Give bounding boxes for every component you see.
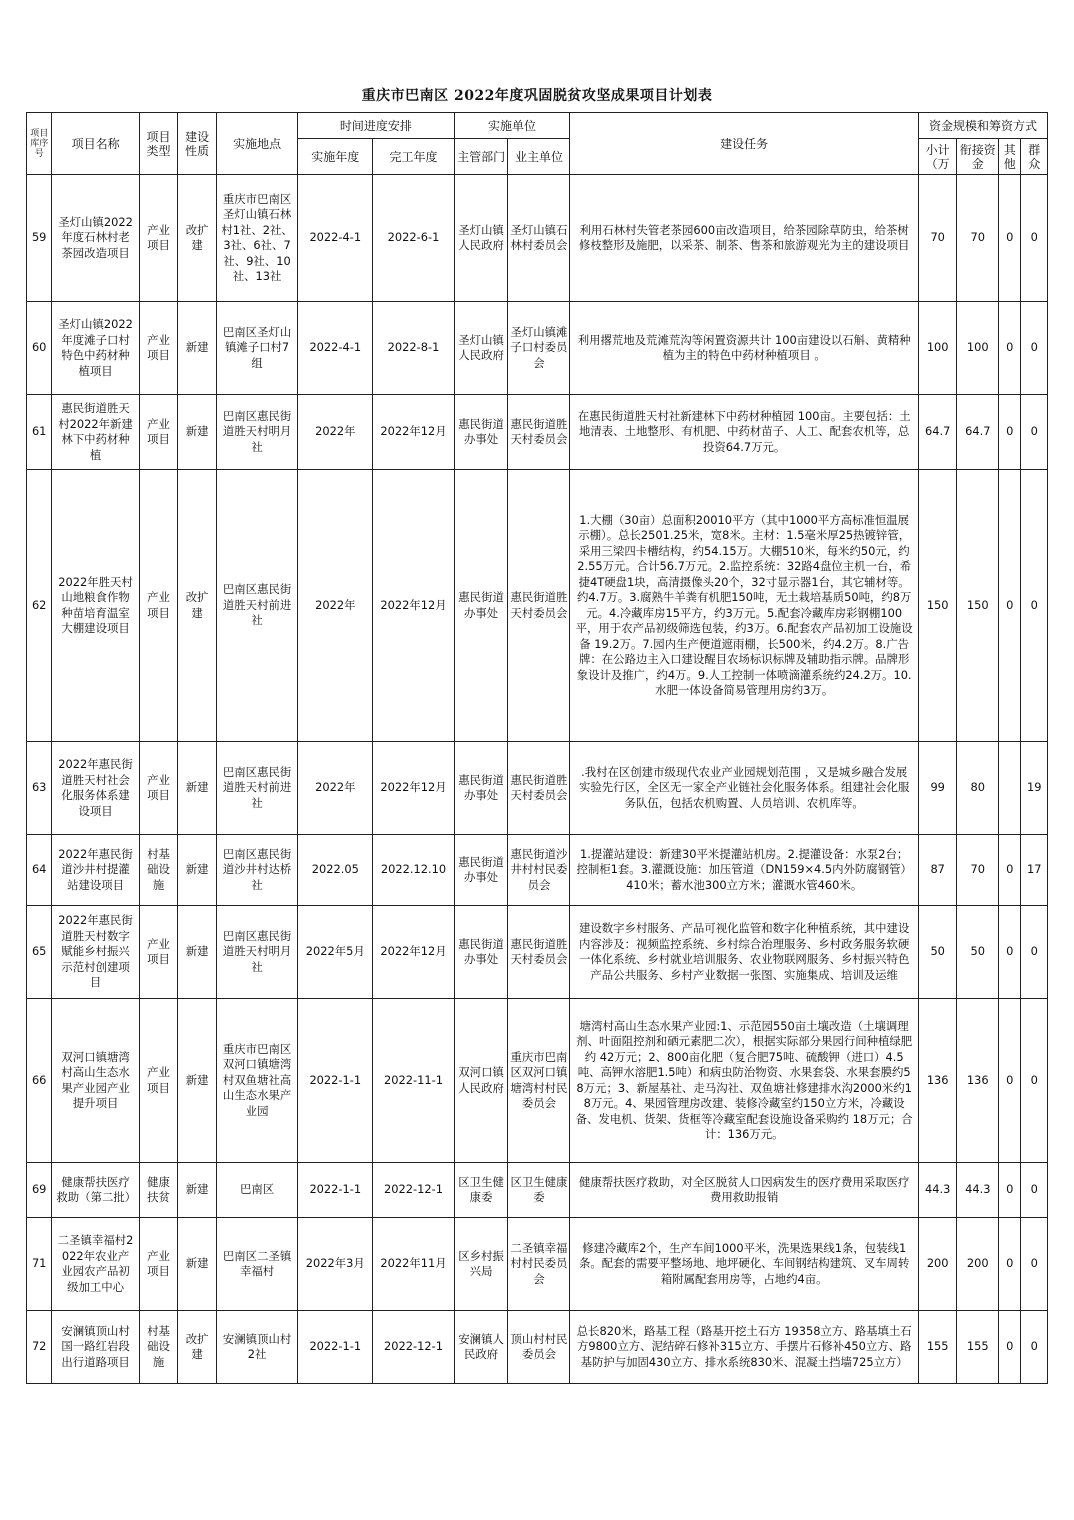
row-other: 0 <box>999 1218 1021 1311</box>
row-nature: 新建 <box>178 395 217 470</box>
row-mass: 17 <box>1021 835 1048 906</box>
row-other: 0 <box>999 835 1021 906</box>
row-name: 惠民街道胜天村2022年新建林下中药材种植 <box>52 395 139 470</box>
row-seq: 66 <box>27 999 52 1163</box>
row-start: 2022-4-1 <box>298 302 373 395</box>
row-end: 2022年12月 <box>373 395 454 470</box>
row-linked: 44.3 <box>957 1163 999 1218</box>
row-nature: 新建 <box>178 302 217 395</box>
row-other: 0 <box>999 906 1021 999</box>
row-start: 2022年3月 <box>298 1218 373 1311</box>
row-seq: 71 <box>27 1218 52 1311</box>
header-end: 完工年度 <box>373 139 454 175</box>
header-name: 项目名称 <box>52 113 139 175</box>
row-start: 2022年 <box>298 395 373 470</box>
row-nature: 改扩建 <box>178 175 217 302</box>
row-seq: 63 <box>27 742 52 835</box>
row-dept: 圣灯山镇人民政府 <box>454 175 508 302</box>
row-subtotal: 87 <box>918 835 957 906</box>
row-owner: 惠民街道胜天村委员会 <box>508 470 570 742</box>
row-dept: 区卫生健康委 <box>454 1163 508 1218</box>
row-task: 1.提灌站建设：新建30平米提灌站机房。2.提灌设备：水泵2台；控制柜1套。3.灌溉设施：加压管道（DN159×4.5内外防腐钢管）410米；蓄水池300立方米；灌溉水管460米。 <box>570 835 918 906</box>
row-owner: 惠民街道胜天村委员会 <box>508 742 570 835</box>
row-mass: 0 <box>1021 1311 1048 1384</box>
row-seq: 72 <box>27 1311 52 1384</box>
row-type: 产业项目 <box>139 742 178 835</box>
row-nature: 新建 <box>178 999 217 1163</box>
row-location: 巴南区 <box>216 1163 297 1218</box>
row-linked: 70 <box>957 835 999 906</box>
row-linked: 200 <box>957 1218 999 1311</box>
row-subtotal: 70 <box>918 175 957 302</box>
row-owner: 惠民街道胜天村委员会 <box>508 906 570 999</box>
row-linked: 80 <box>957 742 999 835</box>
row-seq: 59 <box>27 175 52 302</box>
row-end: 2022-12-1 <box>373 1163 454 1218</box>
row-owner: 惠民街道沙井村村民委员会 <box>508 835 570 906</box>
row-subtotal: 100 <box>918 302 957 395</box>
header-type: 项目类型 <box>139 113 178 175</box>
row-start: 2022-4-1 <box>298 175 373 302</box>
row-dept: 区乡村振兴局 <box>454 1218 508 1311</box>
row-owner: 圣灯山镇滩子口村委员会 <box>508 302 570 395</box>
row-other: 0 <box>999 302 1021 395</box>
row-linked: 50 <box>957 906 999 999</box>
table-row <box>27 999 1048 1163</box>
header-linked: 衔接资金 <box>957 139 999 175</box>
row-linked: 70 <box>957 175 999 302</box>
row-nature: 新建 <box>178 742 217 835</box>
row-task: 总长820米，路基工程（路基开挖土石方 19358立方、路基填土石方9800立方、泥结碎石修补315立方、手摆片石修补450立方、路基防护与加固430立方、排水系统830米、混凝土挡墙725立方） <box>570 1311 918 1384</box>
row-type: 产业项目 <box>139 470 178 742</box>
row-location: 巴南区惠民街道胜天村明月社 <box>216 906 297 999</box>
row-name: 2022年胜天村山地粮食作物种苗培育温室大棚建设项目 <box>52 470 139 742</box>
table-row <box>27 1218 1048 1311</box>
row-location: 巴南区二圣镇幸福村 <box>216 1218 297 1311</box>
row-other: 0 <box>999 470 1021 742</box>
row-other: 0 <box>999 395 1021 470</box>
table-row <box>27 835 1048 906</box>
row-mass: 0 <box>1021 1163 1048 1218</box>
row-nature: 新建 <box>178 1218 217 1311</box>
row-end: 2022年11月 <box>373 1218 454 1311</box>
row-mass: 0 <box>1021 175 1048 302</box>
row-nature: 新建 <box>178 835 217 906</box>
row-dept: 惠民街道办事处 <box>454 470 508 742</box>
row-other <box>999 742 1021 835</box>
row-type: 产业项目 <box>139 999 178 1163</box>
row-start: 2022.05 <box>298 835 373 906</box>
row-nature: 改扩建 <box>178 1311 217 1384</box>
row-mass: 0 <box>1021 1218 1048 1311</box>
row-start: 2022年5月 <box>298 906 373 999</box>
row-start: 2022年 <box>298 470 373 742</box>
row-end: 2022-6-1 <box>373 175 454 302</box>
row-dept: 圣灯山镇人民政府 <box>454 302 508 395</box>
table-row <box>27 906 1048 999</box>
header-mass: 群众 <box>1021 139 1048 175</box>
row-name: 健康帮扶医疗救助（第二批） <box>52 1163 139 1218</box>
row-task: 建设数字乡村服务、产品可视化监管和数字化种植系统，其中建设内容涉及：视频监控系统、乡村综合治理服务、乡村政务服务软硬一体化系统、乡村就业培训服务、农业物联网服务、乡村振兴特色产品公共服务、乡村产业数据一张图、实施集成、培训及运维 <box>570 906 918 999</box>
row-seq: 64 <box>27 835 52 906</box>
row-task: 1.大棚（30亩）总面积20010平方（其中1000平方高标准恒温展示棚）。总长2501.25米，宽8米。主材：1.5毫米厚25热镀锌管，采用三梁四卡槽结构，约54.15万。大棚510米，每米约50元，约2.55万元。合计56.7万元。2.监控系统：32路4盘位主机一台，希捷4T硬盘1块，高清摄像头20个，32寸显示器1台，其它辅材等。约4.7万。3.腐熟牛羊粪有机肥150吨，无土栽培基质50吨，约8万元。4.冷藏库房15平方，约3万元。5.配套冷藏库房彩钢棚100平，用于农产品初级筛选包装，约3万。6.配套农产品初加工设施设备 19.2万。7.园内生产便道遮雨棚，长500米，约4.2万。8.广告牌：在公路边主入口建设醒目农场标识标牌及辅助指示牌。品牌形象设计及推广，约4万。9.人工控制一体喷滴灌系统约24.2万。10.水肥一体设备简易管理用房约3万。 <box>570 470 918 742</box>
row-dept: 惠民街道办事处 <box>454 906 508 999</box>
row-name: 2022年惠民街道胜天村社会化服务体系建设项目 <box>52 742 139 835</box>
row-name: 2022年惠民街道沙井村提灌站建设项目 <box>52 835 139 906</box>
table-row <box>27 1163 1048 1218</box>
row-type: 产业项目 <box>139 175 178 302</box>
row-end: 2022年12月 <box>373 742 454 835</box>
page-title: 重庆市巴南区 2022年度巩固脱贫攻坚成果项目计划表 <box>361 88 713 104</box>
row-name: 2022年惠民街道胜天村数字赋能乡村振兴示范村创建项目 <box>52 906 139 999</box>
row-type: 产业项目 <box>139 1218 178 1311</box>
header-nature: 建设性质 <box>178 113 217 175</box>
row-end: 2022-11-1 <box>373 999 454 1163</box>
row-dept: 惠民街道办事处 <box>454 395 508 470</box>
row-owner: 惠民街道胜天村委员会 <box>508 395 570 470</box>
row-location: 巴南区惠民街道沙井村达桥社 <box>216 835 297 906</box>
row-owner: 顶山村村民委员会 <box>508 1311 570 1384</box>
row-location: 巴南区圣灯山镇滩子口村7组 <box>216 302 297 395</box>
project-table <box>26 112 1048 1384</box>
row-linked: 136 <box>957 999 999 1163</box>
row-seq: 65 <box>27 906 52 999</box>
row-mass: 0 <box>1021 999 1048 1163</box>
row-start: 2022-1-1 <box>298 1311 373 1384</box>
row-task: .我村在区创建市级现代农业产业园规划范围 ，又是城乡融合发展实验先行区，全区无一家全产业链社会化服务体系。组建社会化服务队伍，包括农机购置、人员培训、农机库等。 <box>570 742 918 835</box>
row-subtotal: 64.7 <box>918 395 957 470</box>
row-type: 村基础设施 <box>139 1311 178 1384</box>
row-end: 2022-8-1 <box>373 302 454 395</box>
row-mass: 0 <box>1021 470 1048 742</box>
row-location: 重庆市巴南区双河口镇塘湾村双鱼塘社高山生态水果产业园 <box>216 999 297 1163</box>
table-row <box>27 175 1048 302</box>
row-task: 修建冷藏库2个，生产车间1000平米，洗果选果线1条，包装线1条。配套的需要平整场地、地坪硬化、车间钢结构建筑、叉车周转箱附属配套用房等，占地约4亩。 <box>570 1218 918 1311</box>
row-mass: 0 <box>1021 395 1048 470</box>
row-linked: 150 <box>957 470 999 742</box>
row-location: 重庆市巴南区圣灯山镇石林村1社、2社、3社、6社、7社、9社、10社、13社 <box>216 175 297 302</box>
row-type: 村基础设施 <box>139 835 178 906</box>
row-mass: 19 <box>1021 742 1048 835</box>
row-task: 利用撂荒地及荒滩荒沟等闲置资源共计 100亩建设以石斛、黄精种植为主的特色中药材种植项目 。 <box>570 302 918 395</box>
row-owner: 二圣镇幸福村村民委员会 <box>508 1218 570 1311</box>
table-row <box>27 742 1048 835</box>
header-owner: 业主单位 <box>508 139 570 175</box>
row-owner: 区卫生健康委 <box>508 1163 570 1218</box>
row-name: 双河口镇塘湾村高山生态水果产业园产业提升项目 <box>52 999 139 1163</box>
row-type: 产业项目 <box>139 302 178 395</box>
row-task: 在惠民街道胜天村社新建林下中药材种植园 100亩。主要包括：土地清表、土地整形、有机肥、中药材苗子、人工、配套农机等，总投资64.7万元。 <box>570 395 918 470</box>
row-location: 安澜镇顶山村2社 <box>216 1311 297 1384</box>
row-subtotal: 150 <box>918 470 957 742</box>
header-dept: 主管部门 <box>454 139 508 175</box>
header-start: 实施年度 <box>298 139 373 175</box>
row-dept: 惠民街道办事处 <box>454 835 508 906</box>
row-seq: 62 <box>27 470 52 742</box>
row-task: 利用石林村失管老茶园600亩改造项目，给茶园除草防虫，给茶树修枝整形及施肥，以采茶、制茶、售茶和旅游观光为主的建设项目 <box>570 175 918 302</box>
row-location: 巴南区惠民街道胜天村前进社 <box>216 742 297 835</box>
row-type: 产业项目 <box>139 906 178 999</box>
row-seq: 61 <box>27 395 52 470</box>
row-subtotal: 50 <box>918 906 957 999</box>
header-task: 建设任务 <box>570 113 918 175</box>
row-nature: 新建 <box>178 906 217 999</box>
row-seq: 60 <box>27 302 52 395</box>
row-end: 2022.12.10 <box>373 835 454 906</box>
row-subtotal: 200 <box>918 1218 957 1311</box>
row-task: 塘湾村高山生态水果产业园:1、示范园550亩土壤改造（土壤调理剂、叶面阻控剂和硒元素肥二次），根据实际部分果园行间种植绿肥约 42万元；2、800亩化肥（复合肥75吨、硫酸钾（进口）4.5吨、高钾水溶肥1.5吨）和病虫防治物资、水果套袋、水果套膜约58万元；3、新屋基社、走马沟社、双鱼塘社修建排水沟2000米约18万元。4、果园管理房改建、装修冷藏室约150立方米，冷藏设备、发电机、货架、货框等冷藏室配套设施设备采购约 18万元；合计：136万元。 <box>570 999 918 1163</box>
table-row <box>27 395 1048 470</box>
row-nature: 改扩建 <box>178 470 217 742</box>
header-subtotal: 小计（万 <box>918 139 957 175</box>
row-mass: 0 <box>1021 906 1048 999</box>
row-mass: 0 <box>1021 302 1048 395</box>
row-location: 巴南区惠民街道胜天村明月社 <box>216 395 297 470</box>
row-name: 二圣镇幸福村2022年农业产业园农产品初级加工中心 <box>52 1218 139 1311</box>
row-dept: 双河口镇人民政府 <box>454 999 508 1163</box>
row-subtotal: 155 <box>918 1311 957 1384</box>
row-end: 2022年12月 <box>373 470 454 742</box>
row-seq: 69 <box>27 1163 52 1218</box>
table-row <box>27 1311 1048 1384</box>
row-type: 健康扶贫 <box>139 1163 178 1218</box>
row-name: 圣灯山镇2022年度石林村老茶园改造项目 <box>52 175 139 302</box>
header-other: 其他 <box>999 139 1021 175</box>
header-funds: 资金规模和筹资方式 <box>918 113 1047 139</box>
header-location: 实施地点 <box>216 113 297 175</box>
row-other: 0 <box>999 1311 1021 1384</box>
row-owner: 重庆市巴南区双河口镇塘湾村村民委员会 <box>508 999 570 1163</box>
row-start: 2022年 <box>298 742 373 835</box>
row-name: 安澜镇顶山村国一路红岩段出行道路项目 <box>52 1311 139 1384</box>
row-other: 0 <box>999 999 1021 1163</box>
row-owner: 圣灯山镇石林村委员会 <box>508 175 570 302</box>
row-subtotal: 99 <box>918 742 957 835</box>
row-linked: 155 <box>957 1311 999 1384</box>
row-subtotal: 44.3 <box>918 1163 957 1218</box>
row-linked: 64.7 <box>957 395 999 470</box>
row-start: 2022-1-1 <box>298 999 373 1163</box>
row-type: 产业项目 <box>139 395 178 470</box>
table-row <box>27 302 1048 395</box>
row-dept: 惠民街道办事处 <box>454 742 508 835</box>
row-task: 健康帮扶医疗救助，对全区脱贫人口因病发生的医疗费用采取医疗费用救助报销 <box>570 1163 918 1218</box>
row-other: 0 <box>999 1163 1021 1218</box>
row-end: 2022-12-1 <box>373 1311 454 1384</box>
row-location: 巴南区惠民街道胜天村前进社 <box>216 470 297 742</box>
table-row <box>27 470 1048 742</box>
row-nature: 新建 <box>178 1163 217 1218</box>
header-seq: 项目库序号 <box>27 113 52 175</box>
row-linked: 100 <box>957 302 999 395</box>
row-name: 圣灯山镇2022年度滩子口村特色中药材种植项目 <box>52 302 139 395</box>
row-other: 0 <box>999 175 1021 302</box>
row-dept: 安澜镇人民政府 <box>454 1311 508 1384</box>
row-end: 2022年12月 <box>373 906 454 999</box>
row-subtotal: 136 <box>918 999 957 1163</box>
header-unit: 实施单位 <box>454 113 570 139</box>
header-schedule: 时间进度安排 <box>298 113 454 139</box>
row-start: 2022-1-1 <box>298 1163 373 1218</box>
